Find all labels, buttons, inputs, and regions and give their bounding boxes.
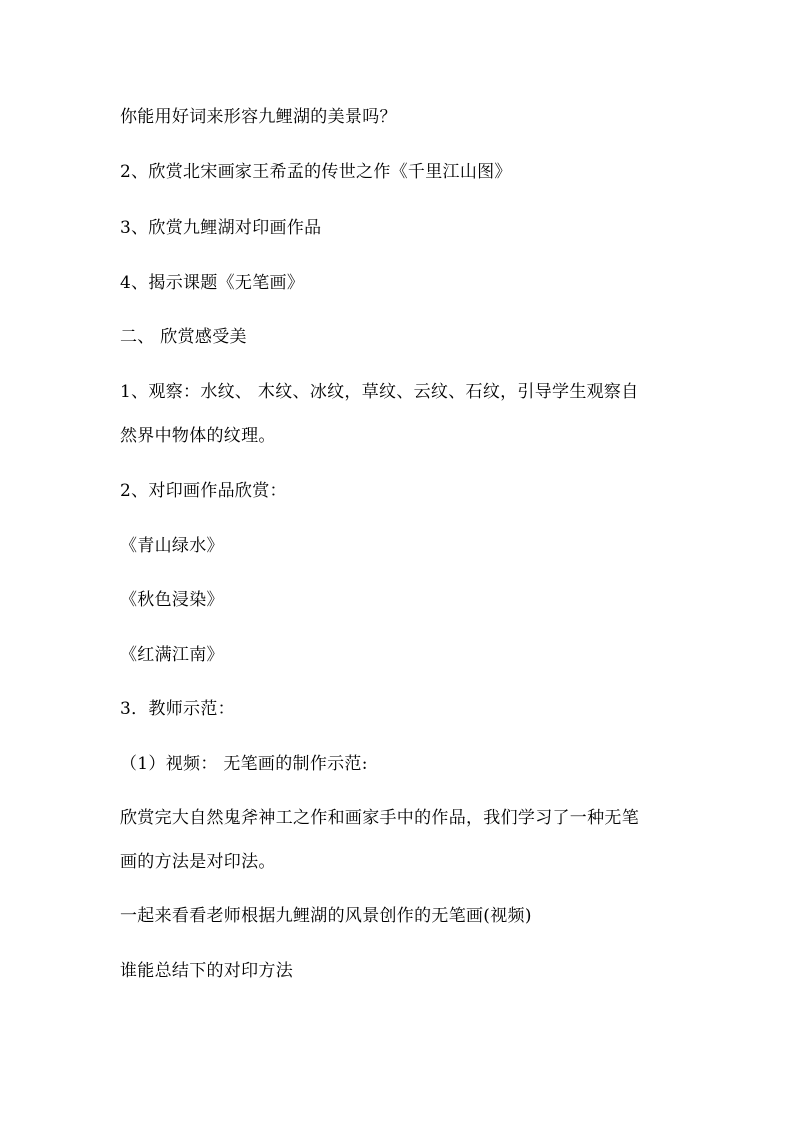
paragraph-question: 你能用好词来形容九鲤湖的美景吗？: [120, 107, 397, 127]
artwork-title-1: 《青山绿水》: [120, 536, 224, 556]
paragraph-item-4: 4、揭示课题《无笔画》: [120, 273, 305, 293]
paragraph-item-2: 2、欣赏北宋画家王希孟的传世之作《千里江山图》: [120, 162, 512, 182]
paragraph-teacher-demo: 3．教师示范：: [120, 699, 235, 719]
artwork-title-2: 《秋色浸染》: [120, 590, 224, 610]
paragraph-appreciate: 2、对印画作品欣赏：: [120, 481, 287, 501]
paragraph-summary-line2: 画的方法是对印法。: [120, 852, 276, 872]
artwork-title-3: 《红满江南》: [120, 645, 224, 665]
paragraph-observe-line2: 然界中物体的纹理。: [120, 426, 276, 446]
paragraph-item-3: 3、欣赏九鲤湖对印画作品: [120, 218, 322, 238]
paragraph-video: （1）视频： 无笔画的制作示范:: [120, 754, 368, 774]
paragraph-summary-line1: 欣赏完大自然鬼斧神工之作和画家手中的作品，我们学习了一种无笔: [120, 808, 639, 828]
section-heading-2: 二、 欣赏感受美: [120, 327, 247, 347]
paragraph-watch-video: 一起来看看老师根据九鲤湖的风景创作的无笔画(视频): [120, 906, 532, 926]
paragraph-observe-line1: 1、观察：水纹、 木纹、冰纹，草纹、云纹、石纹，引导学生观察自: [120, 382, 639, 402]
paragraph-question-method: 谁能总结下的对印方法: [120, 961, 293, 981]
